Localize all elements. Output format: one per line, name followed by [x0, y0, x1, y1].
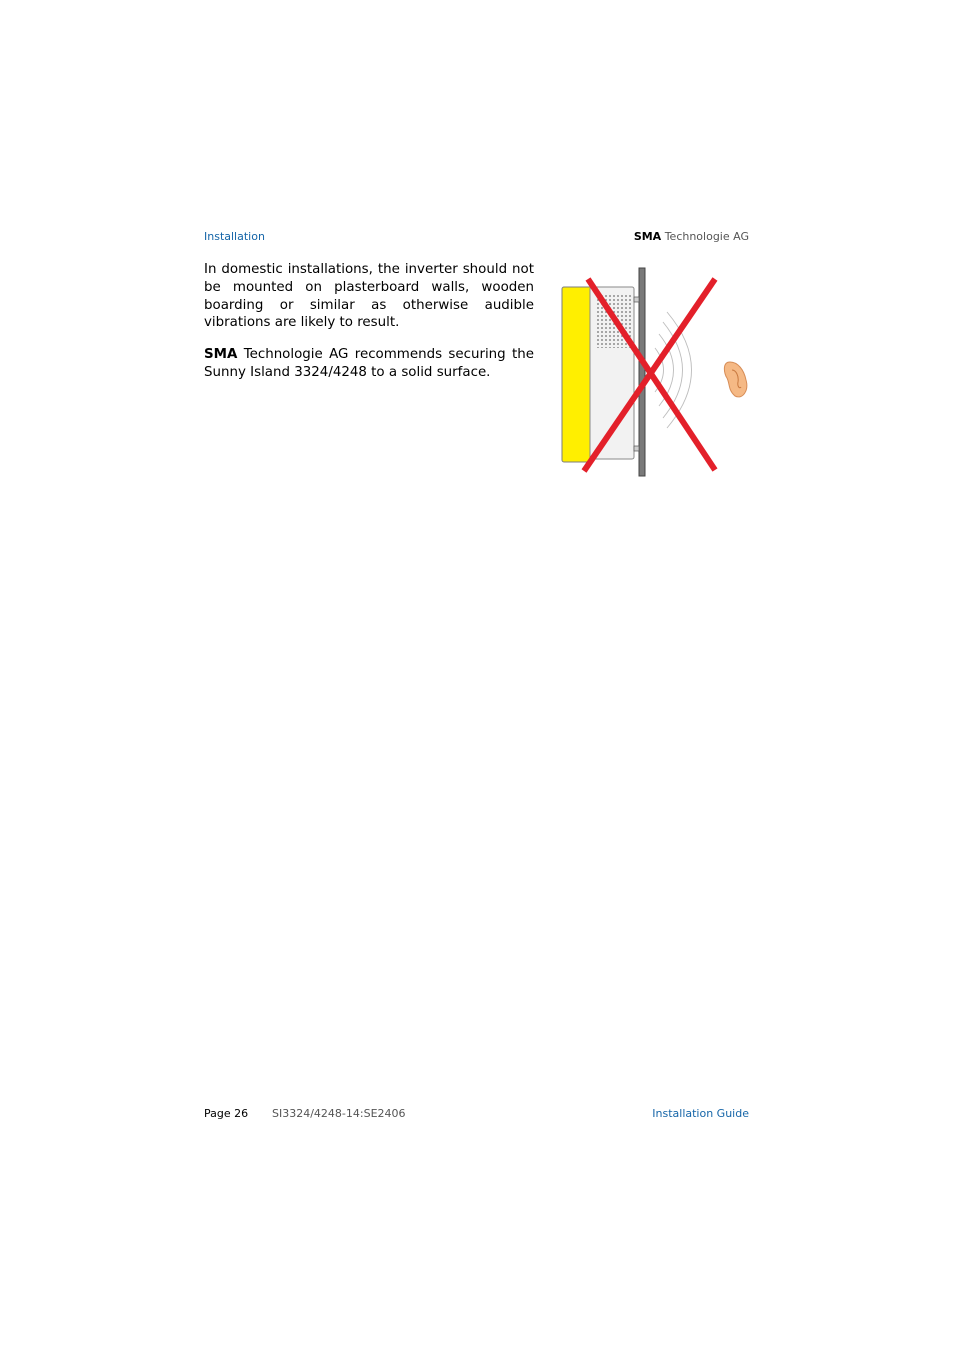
footer-doc-code: SI3324/4248-14:SE2406	[272, 1107, 406, 1120]
wall-icon	[634, 268, 645, 476]
footer-page-number: Page 26	[204, 1107, 249, 1120]
ear-icon	[724, 362, 746, 397]
footer-guide-title: Installation Guide	[652, 1107, 749, 1120]
inverter-icon	[562, 287, 634, 462]
paragraph-plasterboard-warning: In domestic installations, the inverter should not be mounted on plasterboard walls, wooden boarding or similar as otherwise audible vibrations are likely to result.	[204, 262, 534, 331]
header-brand: SMA	[633, 230, 662, 243]
header-company	[634, 230, 749, 243]
mounting-illustration	[560, 266, 752, 480]
paragraph-brand: SMA	[204, 347, 238, 363]
header-company-rest: Technologie AG	[664, 230, 749, 243]
header-section: Installation	[204, 230, 265, 243]
paragraph-solid-surface	[204, 346, 534, 382]
paragraph-rest: Technologie AG recommends securing the Sunny Island 3324/4248 to a solid surface.	[204, 347, 534, 380]
body-text	[204, 261, 534, 396]
